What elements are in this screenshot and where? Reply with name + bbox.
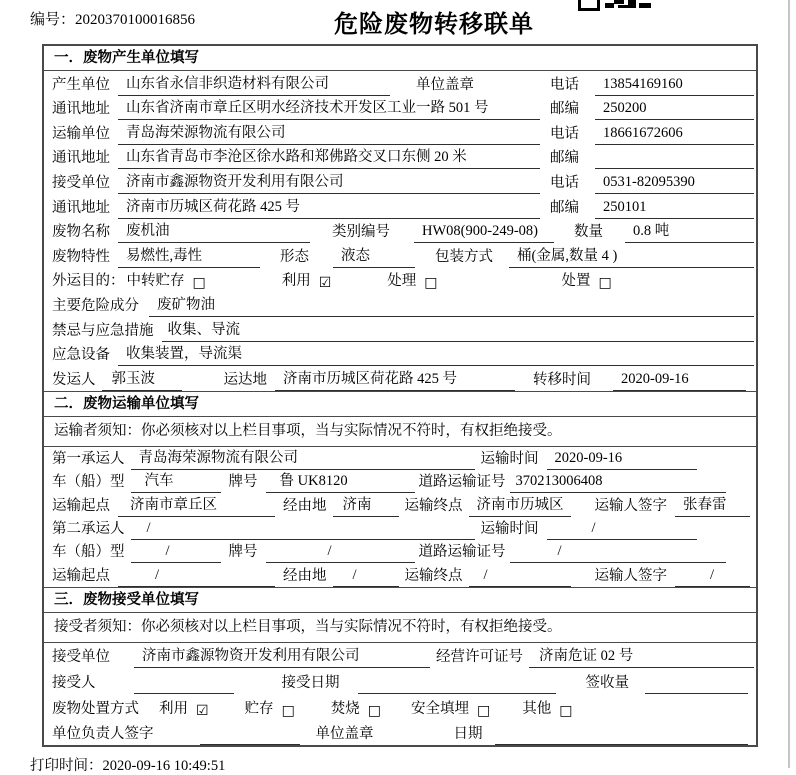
field-label: 牌号 (228, 474, 258, 491)
checkbox-other: □ (559, 702, 573, 719)
field-label: 邮编 (550, 101, 579, 118)
field-value: / (131, 543, 221, 563)
row-transport-route-2 (52, 563, 754, 586)
section1-body (44, 71, 756, 391)
row-vehicle-type-2 (52, 540, 754, 563)
section3-notice: 接受者须知：你必须核对以上栏目事项，当与实际情况不符时，有权拒绝接受。 (44, 613, 756, 643)
field-value: 青岛海荣源物流有限公司 (118, 121, 540, 145)
field-value: 山东省青岛市李沧区徐水路和郑佛路交叉口东侧 20 米 (118, 145, 540, 169)
field-value: / (510, 543, 727, 563)
row-vehicle-type-1 (52, 470, 754, 493)
checkbox-landfill: □ (477, 702, 491, 719)
field-label: 运输时间 (480, 451, 539, 468)
serial-label: 编号： (30, 12, 76, 28)
field-label: 经营许可证号 (436, 649, 523, 666)
field-label: 运输终点 (404, 567, 463, 584)
field-value: 收集、导流 (162, 318, 755, 342)
field-value: 18661672606 (595, 125, 754, 145)
row-producer-unit (52, 71, 754, 96)
field-label: 单位盖章 (416, 76, 474, 93)
field-label: 接受人 (52, 674, 96, 691)
field-value: 2020-09-16 (547, 450, 697, 470)
document-header (30, 8, 766, 38)
row-waste-name (52, 219, 754, 244)
checkbox-label: 处理 (387, 273, 417, 290)
field-label: 邮编 (550, 199, 579, 216)
row-disposal-method (52, 694, 754, 720)
field-value: 郭玉波 (102, 367, 182, 391)
row-transport-address (52, 145, 754, 170)
field-value: / (333, 567, 399, 587)
field-value: 桶(金属,数量 4 ) (509, 244, 754, 268)
row-receiver-unit (52, 169, 754, 194)
field-label: 接受日期 (281, 674, 340, 691)
field-label: 道路运输证号 (418, 544, 506, 561)
field-value: 济南市历城区荷花路 425 号 (118, 195, 540, 219)
checkbox-treat: □ (424, 275, 438, 292)
checkbox-label: 焚烧 (330, 700, 360, 717)
field-label: 车（船）型 (52, 544, 125, 561)
section3-header: 三．废物接受单位填写 (44, 587, 756, 613)
field-label: 电话 (550, 125, 579, 142)
field-value: / (118, 567, 275, 587)
row-receiver-address (52, 194, 754, 219)
row-responsible-signature (52, 720, 754, 746)
field-label: 签收量 (585, 674, 629, 691)
section3-body (44, 643, 756, 746)
field-value-empty (134, 688, 234, 694)
field-value: 收集装置，导流渠 (118, 342, 754, 366)
field-value: 青岛海荣源物流有限公司 (131, 446, 475, 470)
print-time-value: 2020-09-16 10:49:51 (102, 758, 226, 775)
field-value-empty (358, 688, 556, 694)
field-label: 运输单位 (52, 125, 110, 142)
field-label: 发运人 (52, 371, 96, 388)
row-main-hazard (52, 292, 754, 317)
checkbox-label: 安全填埋 (411, 700, 470, 717)
field-value: 废机油 (118, 219, 310, 243)
field-label: 运输时间 (480, 520, 539, 537)
field-value: 易燃性,毒性 (118, 244, 260, 268)
checkbox-utilize-checked: ☑ (318, 275, 332, 292)
field-label: 类别编号 (332, 224, 390, 241)
row-transport-route-1 (52, 493, 754, 516)
field-value: / (547, 520, 697, 540)
serial-value: 2020370100016856 (75, 12, 196, 28)
field-value: 2020-09-16 (613, 371, 746, 391)
field-value: 13854169160 (595, 76, 754, 96)
field-value: 废矿物油 (149, 293, 754, 317)
field-label: 经由地 (283, 567, 327, 584)
field-value: 山东省济南市章丘区明水经济技术开发区工业一路 501 号 (118, 96, 540, 120)
field-label: 道路运输证号 (418, 474, 506, 491)
print-time (30, 754, 766, 775)
field-label: 运输终点 (404, 497, 463, 514)
field-label: 运输人签字 (594, 567, 667, 584)
checkbox-dispose: □ (598, 275, 612, 292)
field-label: 接受单位 (52, 174, 110, 191)
row-emergency-equipment (52, 342, 754, 367)
field-value-empty (200, 739, 300, 745)
field-label: 电话 (550, 174, 579, 191)
field-label: 形态 (280, 248, 309, 265)
field-label: 接受单位 (52, 649, 110, 666)
serial-number (30, 12, 195, 28)
field-value: 250101 (595, 199, 754, 219)
form-table (42, 44, 758, 747)
field-label: 运输起点 (52, 567, 110, 584)
field-label: 牌号 (228, 544, 258, 561)
field-value: 0531-82095390 (595, 174, 754, 194)
field-value: 济南市章丘区 (118, 493, 275, 517)
field-label: 禁忌与应急措施 (52, 322, 154, 339)
field-label: 经由地 (283, 497, 327, 514)
field-value-empty (645, 688, 748, 694)
field-label: 通讯地址 (52, 199, 110, 216)
field-value: HW08(900-249-08) (414, 223, 554, 243)
checkbox-label: 中转贮存 (126, 273, 185, 290)
field-label: 日期 (453, 726, 483, 743)
field-value: / (675, 567, 750, 587)
field-label: 应急设备 (52, 347, 110, 364)
field-label: 第二承运人 (52, 520, 125, 537)
field-label: 外运目的： (52, 273, 125, 290)
field-value-empty (495, 739, 749, 745)
checkbox-label: 利用 (159, 700, 188, 717)
field-value: 250200 (595, 100, 754, 120)
field-value: / (469, 567, 571, 587)
field-value: 山东省永信非织造材料有限公司 (118, 72, 390, 96)
field-value: 汽车 (131, 469, 221, 493)
field-value: 济南 (333, 493, 399, 517)
checkbox-label: 处置 (561, 273, 591, 290)
checkbox-transfer-storage: □ (192, 275, 206, 292)
section2-header: 二．废物运输单位填写 (44, 391, 756, 417)
row-producer-address (52, 96, 754, 121)
field-label: 车（船）型 (52, 474, 125, 491)
field-label: 第一承运人 (52, 451, 125, 468)
field-label: 运输人签字 (594, 497, 667, 514)
field-label: 运输起点 (52, 497, 110, 514)
field-value: 济南市鑫源物资开发利用有限公司 (134, 644, 430, 668)
field-value: / (131, 520, 475, 540)
row-transport-unit (52, 120, 754, 145)
row-outbound-purpose (52, 268, 754, 293)
field-value: 济南市鑫源物资开发利用有限公司 (118, 170, 540, 194)
field-value: 济南危证 02 号 (529, 644, 754, 668)
field-label: 包装方式 (435, 248, 493, 265)
field-label: 转移时间 (533, 371, 591, 388)
field-value: 鲁 UK8120 (266, 469, 415, 493)
field-label: 邮编 (550, 150, 579, 167)
field-value: 液态 (333, 244, 415, 268)
checkbox-label: 利用 (281, 273, 311, 290)
field-value-empty (595, 163, 754, 169)
field-value: 济南市历城区荷花路 425 号 (275, 367, 515, 391)
row-accepting-unit (52, 643, 754, 669)
field-value: 0.8 吨 (625, 219, 754, 243)
field-value: 张春雷 (675, 493, 750, 517)
row-first-carrier (52, 447, 754, 470)
field-label: 废物名称 (52, 224, 110, 241)
field-label: 电话 (550, 76, 579, 93)
field-label: 废物处置方式 (52, 700, 139, 717)
field-label: 单位负责人签字 (52, 726, 154, 743)
row-second-carrier (52, 517, 754, 540)
section2-body (44, 447, 756, 587)
field-value: / (266, 543, 415, 563)
field-value: 济南市历城区 (469, 493, 571, 517)
field-label: 产生单位 (52, 76, 110, 93)
page-edge-line (788, 0, 790, 768)
row-waste-property (52, 243, 754, 268)
field-value: 370213006408 (510, 473, 727, 493)
checkbox-utilize-checked: ☑ (196, 702, 209, 719)
row-emergency-measures (52, 317, 754, 342)
print-time-label: 打印时间： (30, 758, 103, 775)
section1-header: 一．废物产生单位填写 (44, 46, 756, 71)
field-label: 主要危险成分 (52, 297, 139, 314)
checkbox-storage: □ (281, 702, 295, 719)
row-acceptor (52, 668, 754, 694)
field-label: 通讯地址 (52, 150, 110, 167)
field-label: 单位盖章 (315, 726, 374, 743)
row-shipper (52, 366, 754, 391)
doc-title: 危险废物转移联单 (334, 11, 534, 38)
field-label: 废物特性 (52, 248, 110, 265)
section2-notice: 运输者须知：你必须核对以上栏目事项，当与实际情况不符时，有权拒绝接受。 (44, 417, 756, 447)
checkbox-label: 贮存 (244, 700, 274, 717)
checkbox-label: 其他 (522, 700, 552, 717)
field-label: 数量 (574, 224, 603, 241)
field-label: 运达地 (223, 371, 267, 388)
field-label: 通讯地址 (52, 101, 110, 118)
checkbox-incinerate: □ (367, 702, 382, 719)
